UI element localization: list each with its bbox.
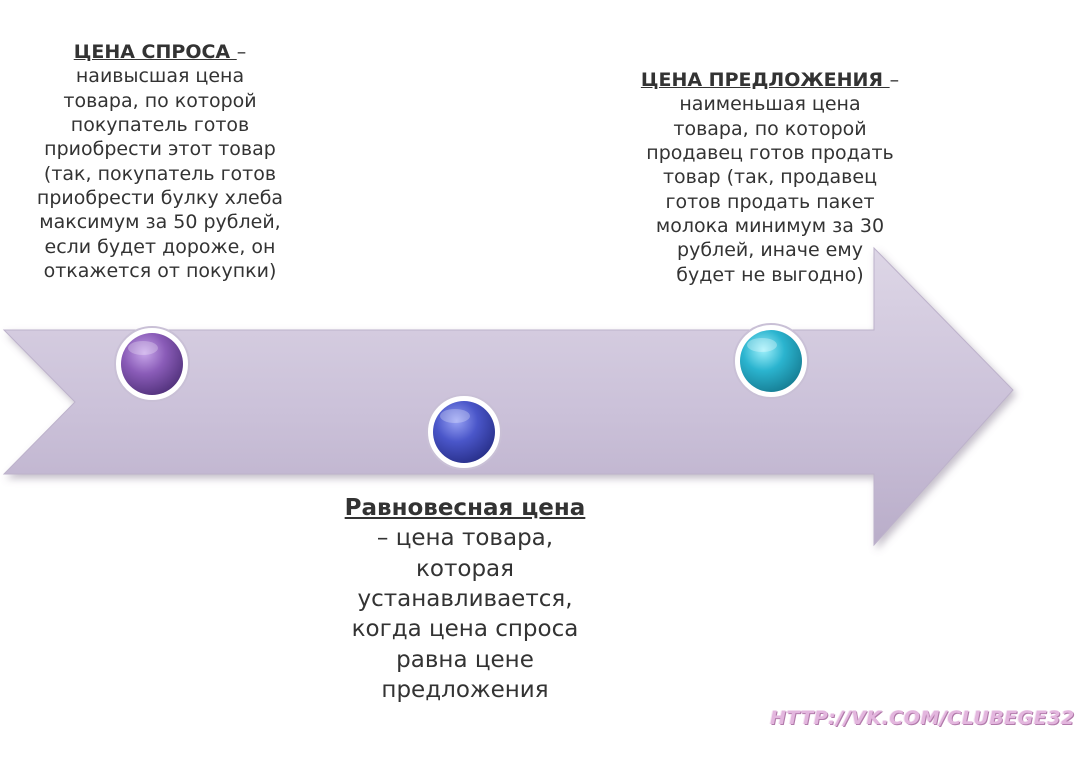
supply-price-line: продавец готов продать (646, 141, 894, 164)
supply-price-line: товар (так, продавец (662, 166, 878, 189)
demand-price-line: товара, по которой (63, 89, 257, 112)
demand-price-line: если будет дороже, он (44, 235, 276, 258)
demand-price-line: приобрести булку хлеба (36, 186, 284, 209)
demand-price-line: покупатель готов (70, 113, 250, 136)
equilibrium-price-line: предложения (381, 677, 549, 704)
supply-price-line: будет не выгодно) (676, 263, 864, 286)
equilibrium-price-line: – цена товара, (376, 525, 554, 552)
equilibrium-price-line: устанавливается, (357, 586, 573, 613)
equilibrium-price-node (427, 395, 501, 469)
demand-price-line: наивысшая цена (75, 65, 245, 88)
supply-price-title-line: ЦЕНА ПРЕДЛОЖЕНИЯ – (640, 69, 900, 91)
equilibrium-price-line: когда цена спроса (351, 616, 579, 643)
demand-price-node (115, 327, 189, 401)
supply-price-line: готов продать пакет (665, 190, 875, 213)
supply-price-term: ЦЕНА ПРЕДЛОЖЕНИЯ (640, 69, 890, 91)
supply-price-text (620, 68, 920, 287)
demand-price-line: откажется от покупки) (43, 259, 277, 282)
supply-price-node (734, 324, 808, 398)
watermark-url: HTTP://VK.COM/CLUBEGE32 (770, 707, 1075, 729)
demand-price-line: приобрести этот товар (44, 138, 276, 161)
equilibrium-price-line: которая (416, 555, 514, 582)
demand-price-line: максимум за 50 рублей, (39, 211, 281, 234)
demand-price-title-line: ЦЕНА СПРОСА – (73, 41, 247, 63)
supply-price-line: молока минимум за 30 (655, 214, 885, 237)
supply-price-line: товара, по которой (673, 117, 867, 140)
supply-price-line: рублей, иначе ему (677, 239, 863, 262)
demand-price-text (20, 40, 300, 283)
supply-price-line: наименьшая цена (679, 93, 861, 116)
demand-price-line: (так, покупатель готов (43, 162, 277, 185)
equilibrium-price-text (300, 493, 630, 706)
demand-price-term: ЦЕНА СПРОСА (73, 41, 237, 63)
equilibrium-price-line: равна цене (396, 646, 534, 673)
equilibrium-price-term: Равновесная цена (344, 495, 586, 521)
